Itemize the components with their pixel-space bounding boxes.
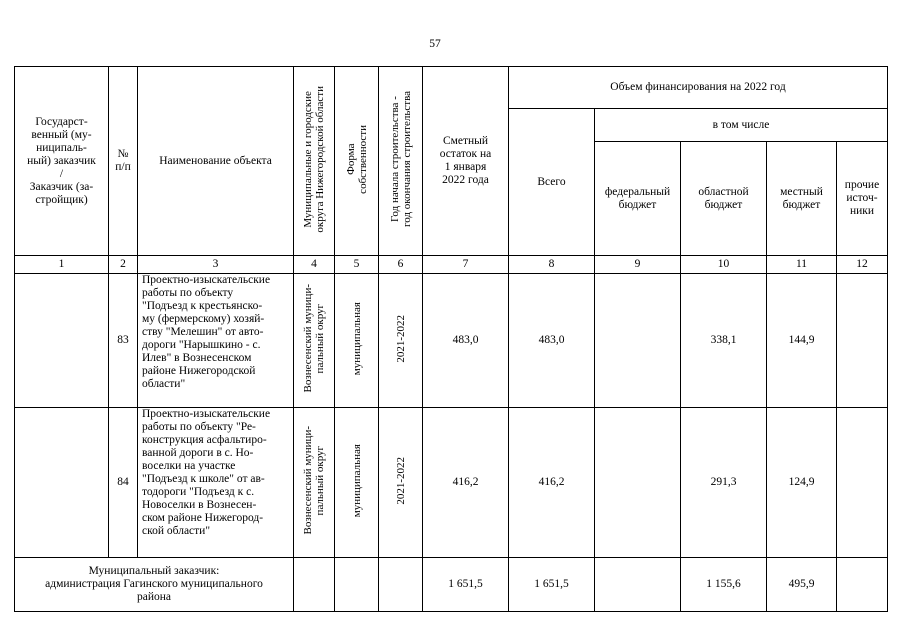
- column-number: 11: [767, 256, 837, 274]
- financing-table: [14, 66, 888, 612]
- table-row: [15, 408, 888, 558]
- header-federal: федеральный бюджет: [595, 142, 681, 256]
- row-object-name: Проектно-изыскательские работы по объекту "Подъезд к крестьянско- му (фермерскому) хозяй- ству "Мелешин" от авто- дороги "Нарышкино - с. Илев" в Вознесенском районе Нижегородской области": [138, 274, 294, 408]
- header-municipality: Муниципальные и городские округа Нижегородской области: [294, 67, 335, 256]
- row-ownership: муниципальная: [335, 274, 379, 408]
- column-number: 10: [681, 256, 767, 274]
- summary-label: Муниципальный заказчик: администрация Гагинского муниципального района: [15, 558, 294, 612]
- summary-federal: [595, 558, 681, 612]
- row-remaining: 416,2: [423, 408, 509, 558]
- row-years: 2021-2022: [379, 408, 423, 558]
- row-object-name: Проектно-изыскательские работы по объекту "Ре- конструкция асфальтиро- ванной дороги в с. Но- воселки на участке "Подъезд к школе" от ав- тодороги "Подъезд к с. Новоселки в Вознесен- ском районе Нижегород- ской области": [138, 408, 294, 558]
- header-row-1: [15, 67, 888, 109]
- summary-municipality: [294, 558, 335, 612]
- header-including: в том числе: [595, 109, 888, 142]
- row-federal: [595, 274, 681, 408]
- header-other: прочие источ- ники: [837, 142, 888, 256]
- row-number: 83: [109, 274, 138, 408]
- summary-ownership: [335, 558, 379, 612]
- row-regional: 338,1: [681, 274, 767, 408]
- column-number: 12: [837, 256, 888, 274]
- summary-total: 1 651,5: [509, 558, 595, 612]
- table-row: [15, 274, 888, 408]
- row-customer: [15, 274, 109, 408]
- header-number: № п/п: [109, 67, 138, 256]
- row-total: 416,2: [509, 408, 595, 558]
- row-local: 144,9: [767, 274, 837, 408]
- row-ownership: муниципальная: [335, 408, 379, 558]
- row-municipality: Вознесенский муници- пальный округ: [294, 408, 335, 558]
- row-number: 84: [109, 408, 138, 558]
- column-number: 8: [509, 256, 595, 274]
- header-total: Всего: [509, 109, 595, 256]
- header-financing: Объем финансирования на 2022 год: [509, 67, 888, 109]
- row-local: 124,9: [767, 408, 837, 558]
- header-regional: областной бюджет: [681, 142, 767, 256]
- column-number: 1: [15, 256, 109, 274]
- summary-local: 495,9: [767, 558, 837, 612]
- summary-remaining: 1 651,5: [423, 558, 509, 612]
- row-municipality: Вознесенский муници- пальный округ: [294, 274, 335, 408]
- page-number: 57: [429, 38, 441, 50]
- header-customer: Государст- венный (му- ниципаль- ный) заказчик / Заказчик (за- стройщик): [15, 67, 109, 256]
- row-regional: 291,3: [681, 408, 767, 558]
- column-number: 7: [423, 256, 509, 274]
- row-other: [837, 274, 888, 408]
- summary-row: [15, 558, 888, 612]
- row-years: 2021-2022: [379, 274, 423, 408]
- column-number: 6: [379, 256, 423, 274]
- row-other: [837, 408, 888, 558]
- header-local: местный бюджет: [767, 142, 837, 256]
- row-federal: [595, 408, 681, 558]
- header-object-name: Наименование объекта: [138, 67, 294, 256]
- row-total: 483,0: [509, 274, 595, 408]
- header-remaining: Сметный остаток на 1 января 2022 года: [423, 67, 509, 256]
- summary-years: [379, 558, 423, 612]
- row-customer: [15, 408, 109, 558]
- column-number: 2: [109, 256, 138, 274]
- column-numbers-row: [15, 256, 888, 274]
- row-remaining: 483,0: [423, 274, 509, 408]
- summary-other: [837, 558, 888, 612]
- column-number: 3: [138, 256, 294, 274]
- column-number: 5: [335, 256, 379, 274]
- column-number: 9: [595, 256, 681, 274]
- header-ownership: Форма собственности: [335, 67, 379, 256]
- column-number: 4: [294, 256, 335, 274]
- header-years: Год начала строительства - год окончания строительства: [379, 67, 423, 256]
- summary-regional: 1 155,6: [681, 558, 767, 612]
